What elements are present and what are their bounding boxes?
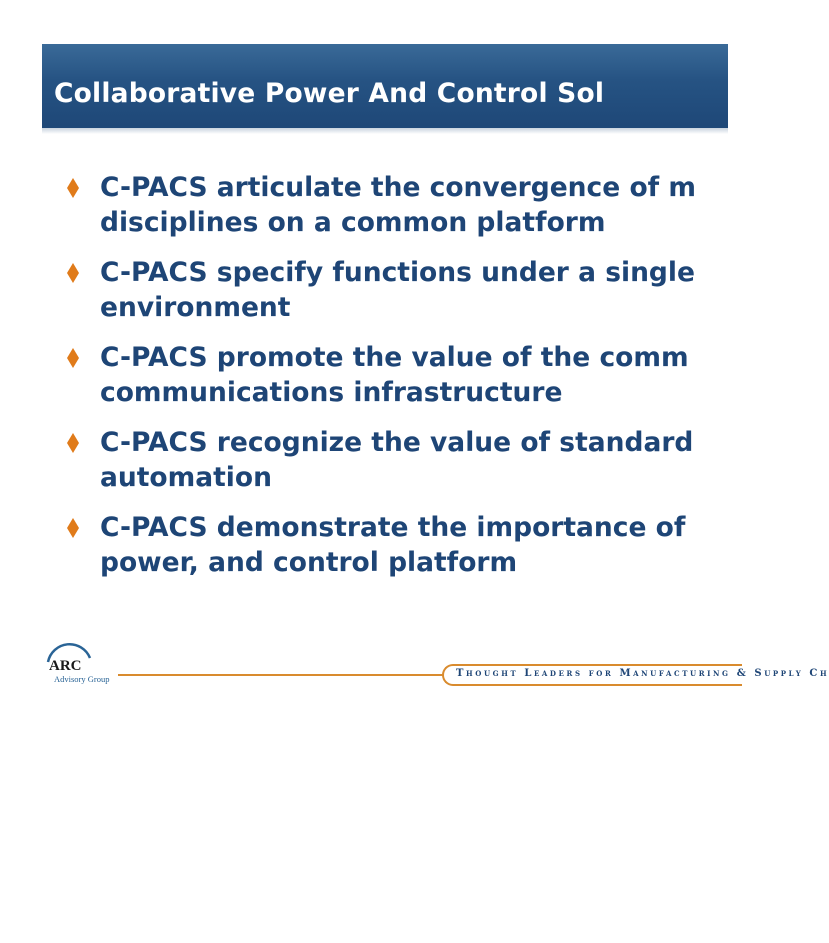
footer-divider: [118, 674, 448, 676]
bullet-line: disciplines on a common platform: [100, 207, 606, 238]
tagline-box: [442, 664, 829, 686]
bullet-item: [0, 170, 728, 246]
footer: [0, 636, 829, 696]
orange-diamond-icon: [67, 433, 79, 453]
bullet-line: C-PACS specify functions under a single: [100, 257, 695, 288]
bullet-line: communications infrastructure: [100, 377, 563, 408]
bullet-line: C-PACS articulate the convergence of m: [100, 172, 697, 203]
bullet-text: [100, 255, 740, 325]
bullet-text: [100, 340, 740, 410]
logo-text: ARC: [49, 658, 82, 674]
bullet-line: power, and control platform: [100, 547, 518, 578]
tagline: Thought Leaders for Manufacturing & Supply Ch: [456, 668, 829, 679]
bullet-line: automation: [100, 462, 272, 493]
bullet-line: C-PACS recognize the value of standard: [100, 427, 694, 458]
bullet-item: [0, 340, 728, 416]
title-bar: [42, 44, 728, 134]
arc-logo-icon: [40, 640, 116, 690]
bullet-line: environment: [100, 292, 291, 323]
orange-diamond-icon: [67, 348, 79, 368]
bullet-text: [100, 510, 740, 580]
bullet-line: C-PACS promote the value of the comm: [100, 342, 689, 373]
logo-subtext: Advisory Group: [54, 674, 110, 684]
bullet-item: [0, 255, 728, 331]
bullet-text: [100, 170, 740, 240]
bullet-line: C-PACS demonstrate the importance of: [100, 512, 686, 543]
bullet-text: [100, 425, 740, 495]
orange-diamond-icon: [67, 178, 79, 198]
bullet-item: [0, 510, 728, 586]
slide-title: Collaborative Power And Control Sol: [54, 78, 605, 109]
bullet-item: [0, 425, 728, 501]
orange-diamond-icon: [67, 518, 79, 538]
orange-diamond-icon: [67, 263, 79, 283]
